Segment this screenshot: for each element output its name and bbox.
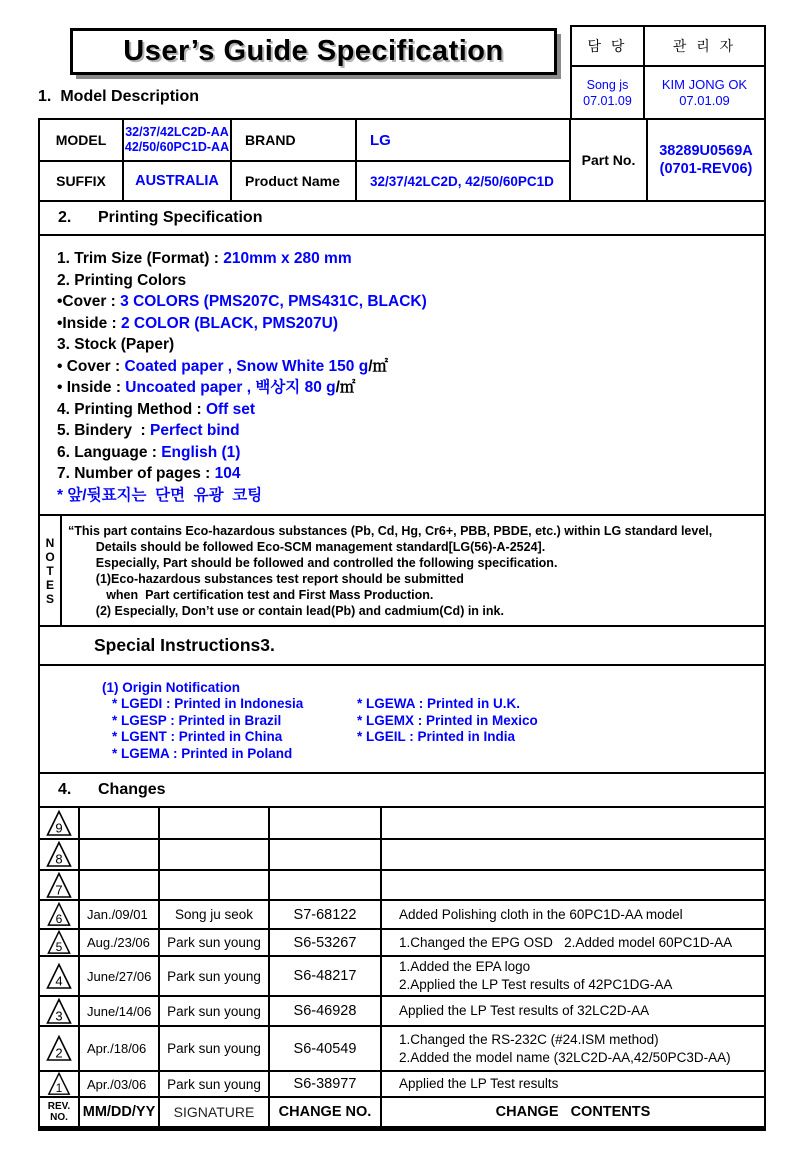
part-no-label-cell: Part No. [571, 120, 648, 200]
section1-heading [38, 88, 199, 106]
approval-supervisor-name: KIM JONG OK [661, 76, 748, 92]
rev-triangle-icon [40, 1072, 80, 1096]
main-content [38, 120, 766, 1131]
section2-title: Printing Specification [98, 209, 263, 226]
change-contents: Applied the LP Test results [399, 1076, 559, 1091]
section1-number: 1. [38, 88, 52, 105]
origin-row [40, 746, 764, 763]
change-contents [382, 840, 764, 869]
approval-manager-header: 담 당 [572, 27, 645, 67]
svg-text:1: 1 [55, 1083, 63, 1095]
spec-line: 4. Printing Method : Off set [57, 400, 256, 418]
changes-footer-row [40, 1098, 764, 1126]
change-contents [382, 808, 764, 838]
spec-line: 6. Language : English (1) [57, 443, 241, 461]
svg-text:5: 5 [55, 939, 63, 954]
change-row [40, 840, 764, 871]
rev-triangle-icon [40, 901, 80, 928]
section4-number: 4. [58, 781, 72, 798]
origin-left: * LGEMA : Printed in Poland [112, 745, 293, 761]
rev-triangle-icon [40, 871, 80, 899]
document-title-box [70, 28, 557, 75]
document-title: User’s Guide Specification [123, 35, 504, 67]
svg-text:8: 8 [55, 851, 63, 867]
notes-line: “This part contains Eco-hazardous substances (Pb, Cd, Hg, Cr6+, PBB, PBDE, etc.) within LG standard level, [68, 524, 713, 538]
change-signature [160, 808, 270, 838]
change-contents [382, 871, 764, 899]
svg-text:2: 2 [55, 1045, 63, 1061]
svg-text:9: 9 [55, 820, 63, 835]
rev-triangle-icon [40, 997, 80, 1025]
rev-triangle-icon [40, 957, 80, 995]
suffix-label-cell: SUFFIX [40, 162, 124, 200]
suffix-value-cell: AUSTRALIA [124, 162, 232, 200]
change-signature: Park sun young [160, 997, 270, 1025]
origin-right: * LGEWA : Printed in U.K. [357, 696, 521, 711]
change-row [40, 808, 764, 840]
notes-body [62, 516, 764, 625]
approval-supervisor-date: 07.01.09 [679, 92, 730, 108]
spec-line: 7. Number of pages : 104 [57, 465, 241, 482]
product-name-label-cell: Product Name [232, 162, 357, 200]
change-date [80, 840, 160, 869]
origin-row [40, 729, 764, 746]
notes-line: Especially, Part should be followed and controlled the following specification. [68, 556, 558, 570]
rev-triangle-icon [40, 840, 80, 869]
notes-line: Details should be followed Eco-SCM management standard[LG(56)-A-2524]. [68, 540, 546, 554]
change-date [80, 871, 160, 899]
spec-line: • Cover : Coated paper , Snow White 150 g/㎡ [57, 357, 388, 375]
spec-line: * 앞/뒷표지는 단면 유광 코팅 [57, 486, 263, 504]
change-contents-header: CHANGE CONTENTS [495, 1104, 651, 1120]
spec-line: 2. Printing Colors [57, 271, 187, 289]
rev-no-header: REV. NO. [40, 1098, 80, 1126]
change-number [270, 871, 382, 899]
origin-row [40, 696, 764, 713]
change-number: S6-53267 [270, 930, 382, 955]
special-instructions-content [38, 664, 766, 774]
brand-value-cell: LG [357, 120, 571, 162]
part-no-line1: 38289U0569A [659, 143, 753, 159]
origin-right: * LGEIL : Printed in India [357, 729, 516, 744]
change-date: Apr./18/06 [80, 1027, 160, 1070]
origin-notification-heading: (1) Origin Notification [102, 680, 240, 695]
change-date: June/14/06 [80, 997, 160, 1025]
model-value-cell [124, 120, 232, 162]
change-row [40, 1027, 764, 1072]
spec-line: •Inside : 2 COLOR (BLACK, PMS207U) [57, 314, 339, 332]
change-signature [160, 871, 270, 899]
change-row [40, 930, 764, 957]
spec-line: • Inside : Uncoated paper , 백상지 80 g/㎡ [57, 379, 356, 396]
model-value-line1: 32/37/42LC2D-AA [125, 125, 229, 139]
part-no-value-cell [648, 120, 764, 200]
model-value-line2: 42/50/60PC1D-AA [124, 140, 230, 154]
change-number: S6-48217 [270, 957, 382, 995]
origin-right: * LGEMX : Printed in Mexico [357, 712, 538, 728]
spec-line: •Cover : 3 COLORS (PMS207C, PMS431C, BLACK) [57, 293, 427, 310]
notes-line: (1)Eco-hazardous substances test report should be submitted [68, 572, 464, 586]
notes-line: when Part certification test and First Mass Production. [68, 588, 434, 602]
change-row [40, 1072, 764, 1098]
change-date: Apr./03/06 [80, 1072, 160, 1096]
model-label-cell: MODEL [40, 120, 124, 162]
rev-triangle-icon [40, 808, 80, 838]
change-row [40, 871, 764, 901]
product-name-value-cell: 32/37/42LC2D, 42/50/60PC1D [357, 162, 571, 200]
origin-left: * LGEDI : Printed in Indonesia [112, 696, 304, 711]
change-signature: Song ju seok [160, 901, 270, 928]
change-signature [160, 840, 270, 869]
change-contents: Applied the LP Test results of 32LC2D-AA [399, 1003, 650, 1018]
approval-manager-signoff [572, 67, 645, 118]
change-number [270, 808, 382, 838]
approval-supervisor-header: 관 리 자 [645, 27, 764, 67]
change-signature: Park sun young [160, 1072, 270, 1096]
origin-right [357, 746, 764, 763]
change-no-header: CHANGE NO. [270, 1098, 382, 1126]
date-header: MM/DD/YY [80, 1098, 160, 1126]
change-number: S6-46928 [270, 997, 382, 1025]
notes-section [38, 514, 766, 627]
section2-number: 2. [58, 209, 72, 226]
notes-line: (2) Especially, Don’t use or contain lead(Pb) and cadmium(Cd) in ink. [68, 604, 504, 618]
change-date: Aug./23/06 [80, 930, 160, 955]
section1-title: Model Description [60, 88, 200, 105]
brand-label-cell: BRAND [232, 120, 357, 162]
change-signature: Park sun young [160, 930, 270, 955]
change-row [40, 901, 764, 930]
signature-header: SIGNATURE [160, 1098, 270, 1126]
rev-triangle-icon [40, 1027, 80, 1070]
change-contents: Added Polishing cloth in the 60PC1D-AA model [399, 906, 683, 922]
change-number: S6-40549 [270, 1027, 382, 1070]
notes-vertical-label: N O T E S [40, 516, 62, 625]
change-contents: 1.Changed the RS-232C (#24.ISM method) 2.Added the model name (32LC2D-AA,42/50PC3D-AA) [399, 1031, 731, 1065]
rev-triangle-icon [40, 930, 80, 955]
changes-table [38, 806, 766, 1131]
change-row [40, 957, 764, 997]
origin-left: * LGENT : Printed in China [112, 729, 283, 744]
change-date [80, 808, 160, 838]
section4-header [38, 772, 766, 808]
svg-text:7: 7 [55, 882, 63, 897]
spec-line: 3. Stock (Paper) [57, 336, 175, 353]
origin-row [40, 713, 764, 730]
spec-line: 1. Trim Size (Format) : 210mm x 280 mm [57, 250, 352, 267]
svg-text:4: 4 [55, 973, 63, 988]
change-signature: Park sun young [160, 957, 270, 995]
change-date: June/27/06 [80, 957, 160, 995]
change-number: S6-38977 [270, 1072, 382, 1096]
section2-header [38, 200, 766, 236]
approval-supervisor-signoff [645, 67, 764, 118]
approval-manager-name: Song js [586, 77, 629, 92]
change-contents: 1.Changed the EPG OSD 2.Added model 60PC1D-AA [399, 934, 733, 950]
spec-line: 5. Bindery : Perfect bind [57, 422, 240, 439]
printing-spec-content [38, 234, 766, 516]
approval-manager-date: 07.01.09 [583, 93, 632, 108]
approval-table [570, 25, 766, 120]
change-row [40, 997, 764, 1027]
svg-text:6: 6 [55, 911, 63, 926]
section4-title: Changes [98, 781, 166, 798]
change-signature: Park sun young [160, 1027, 270, 1070]
change-date: Jan./09/01 [80, 901, 160, 928]
origin-left: * LGESP : Printed in Brazil [112, 712, 282, 728]
change-contents: 1.Added the EPA logo 2.Applied the LP Test results of 42PC1DG-AA [399, 959, 673, 992]
change-number: S7-68122 [270, 901, 382, 928]
change-number [270, 840, 382, 869]
part-no-line2: (0701-REV06) [659, 161, 753, 177]
svg-text:3: 3 [55, 1008, 63, 1023]
model-table [38, 118, 766, 202]
special-instructions-header: Special Instructions3. [38, 625, 766, 666]
